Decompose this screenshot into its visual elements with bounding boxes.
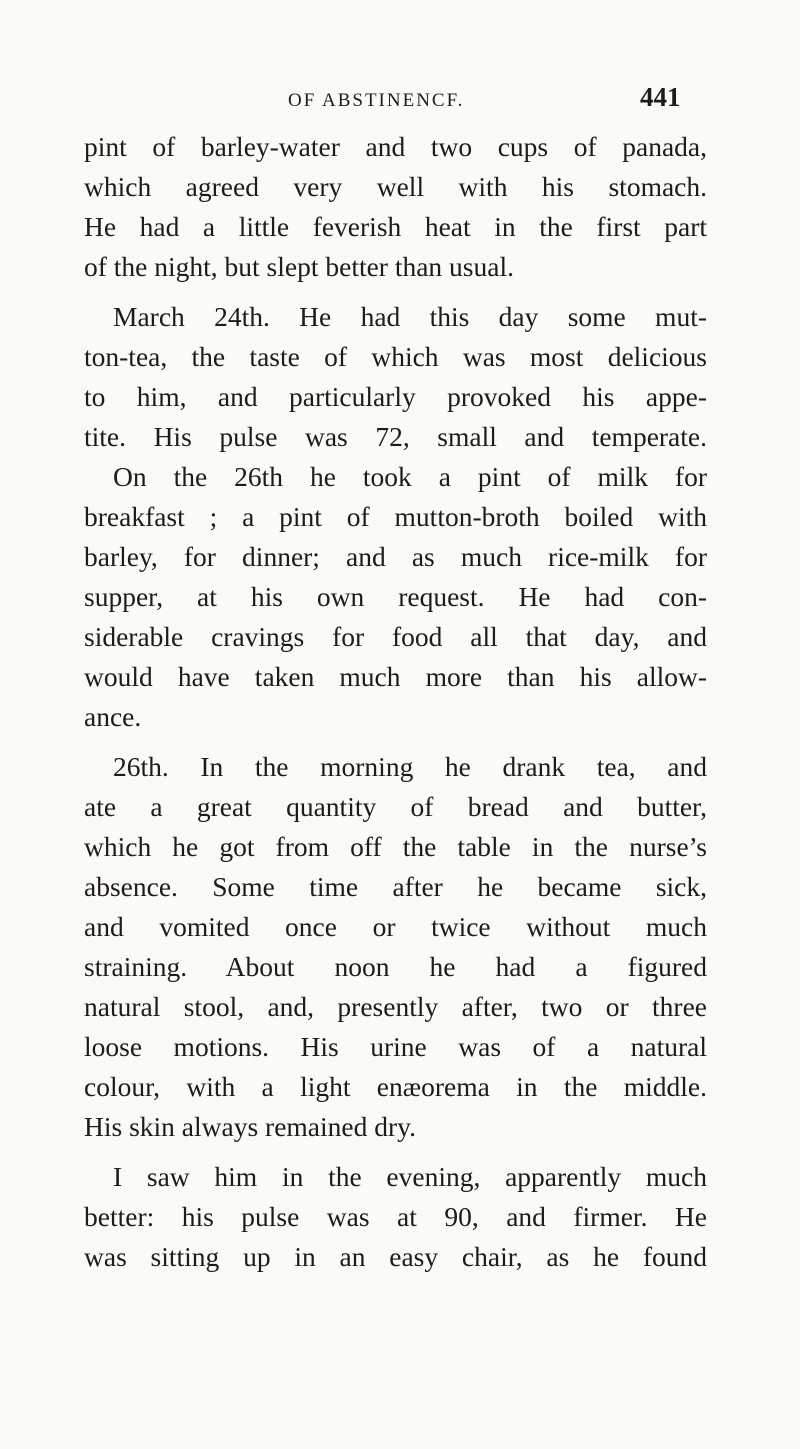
text-line: ton-tea, the taste of which was most delicious bbox=[84, 341, 707, 372]
text-line: His skin always remained dry. bbox=[84, 1111, 416, 1142]
page-number: 441 bbox=[640, 82, 681, 112]
text-line: He had a little feverish heat in the first part bbox=[84, 211, 707, 242]
text-line: which agreed very well with his stomach. bbox=[84, 171, 707, 202]
text-line: natural stool, and, presently after, two or three bbox=[84, 991, 707, 1022]
text-line: tite. His pulse was 72, small and temperate. bbox=[84, 421, 707, 452]
text-line: I saw him in the evening, apparently much bbox=[113, 1161, 707, 1192]
text-line: barley, for dinner; and as much rice-milk for bbox=[84, 541, 707, 572]
text-line: was sitting up in an easy chair, as he found bbox=[84, 1241, 707, 1272]
text-line: siderable cravings for food all that day, and bbox=[84, 621, 707, 652]
text-line: ate a great quantity of bread and butter, bbox=[84, 791, 707, 822]
text-line: On the 26th he took a pint of milk for bbox=[113, 461, 707, 492]
text-line: ance. bbox=[84, 701, 142, 732]
text-line: which he got from off the table in the nurse’s bbox=[84, 831, 707, 862]
text-line: loose motions. His urine was of a natural bbox=[84, 1031, 707, 1062]
text-line: pint of barley-water and two cups of panada, bbox=[84, 131, 707, 162]
text-line: breakfast ; a pint of mutton-broth boiled with bbox=[84, 501, 707, 532]
text-line: straining. About noon he had a figured bbox=[84, 951, 707, 982]
text-line: to him, and particularly provoked his appe- bbox=[84, 381, 707, 412]
text-line: and vomited once or twice without much bbox=[84, 911, 707, 942]
text-line: supper, at his own request. He had con- bbox=[84, 581, 707, 612]
text-line: March 24th. He had this day some mut- bbox=[113, 301, 707, 332]
text-line: would have taken much more than his allow- bbox=[84, 661, 707, 692]
text-line: better: his pulse was at 90, and firmer. He bbox=[84, 1201, 707, 1232]
text-line: 26th. In the morning he drank tea, and bbox=[113, 751, 707, 782]
text-line: absence. Some time after he became sick, bbox=[84, 871, 707, 902]
page-header bbox=[0, 82, 800, 122]
text-line: colour, with a light enæorema in the middle. bbox=[84, 1071, 707, 1102]
text-line: of the night, but slept better than usual. bbox=[84, 251, 514, 282]
running-head: OF ABSTINENCF. bbox=[288, 90, 465, 111]
